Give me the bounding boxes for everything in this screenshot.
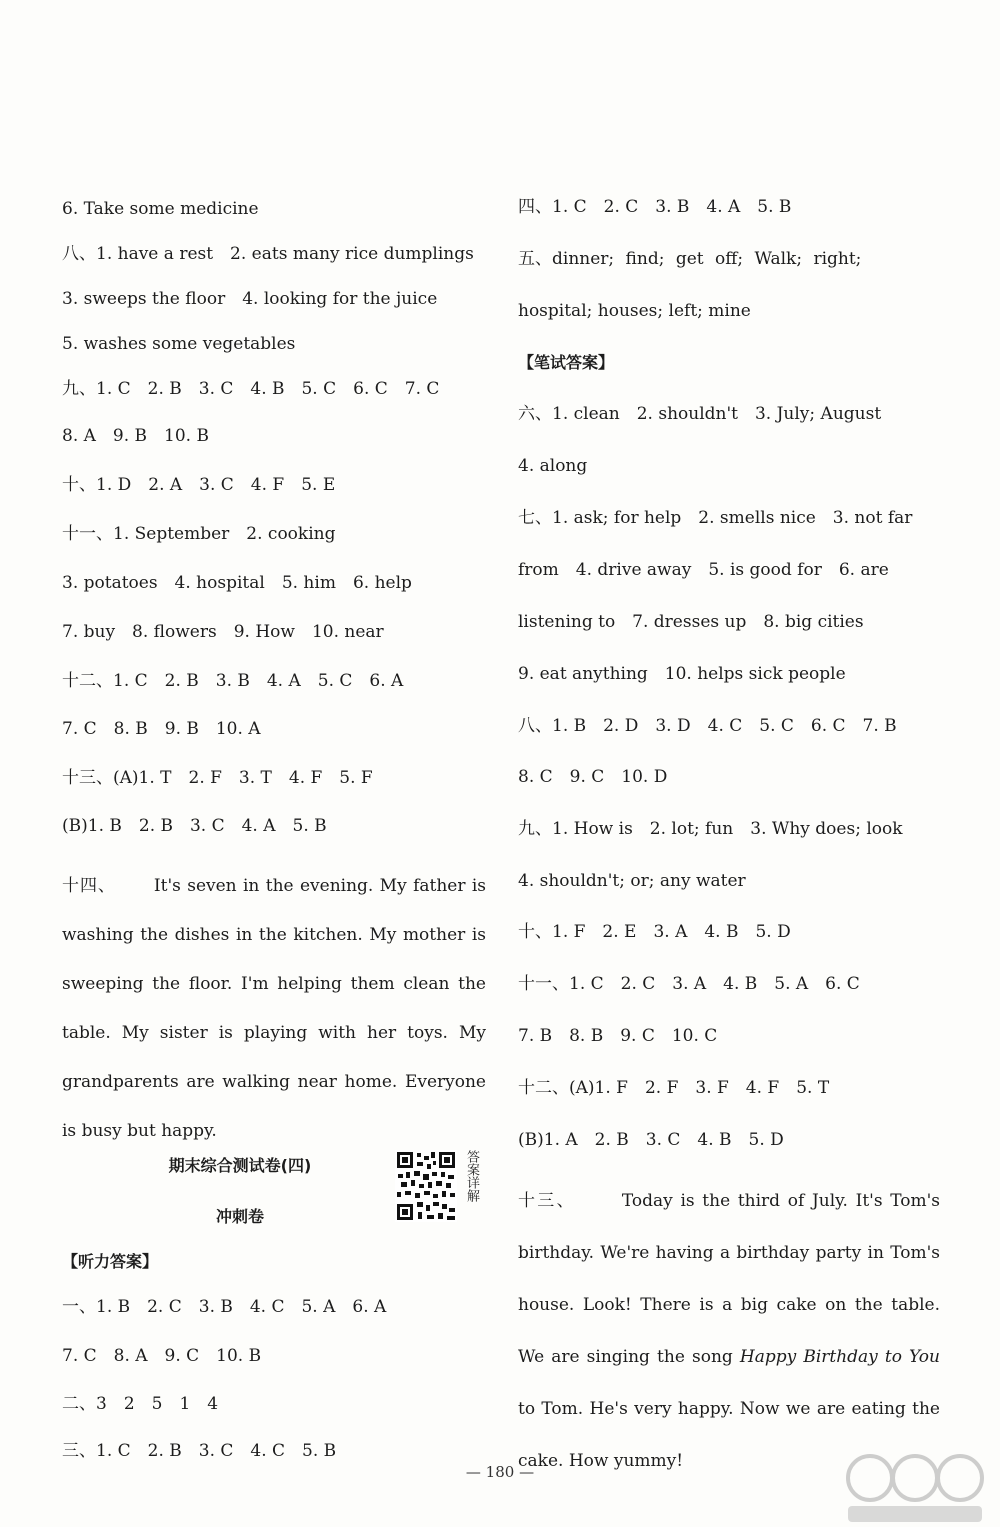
passage-thirteen xyxy=(518,1175,940,1487)
passage-text: Today is the third of July. It's Tom's birthday. We're having a birthday party in Tom's house. Look! There is a big cake on the table. We are singing the song xyxy=(518,1191,941,1367)
passage-text-end: to Tom. He's very happy. Now we are eating the cake. How yummy! xyxy=(518,1399,940,1471)
answer-line: 7. C 8. A 9. C 10. B xyxy=(62,1346,262,1366)
answer-line: 3. sweeps the floor 4. looking for the juice xyxy=(62,289,438,309)
answer-line: 三、1. C 2. B 3. C 4. C 5. B xyxy=(62,1441,337,1461)
answer-line: 八、1. have a rest 2. eats many rice dumplings xyxy=(62,244,474,264)
qr-code[interactable] xyxy=(395,1150,457,1222)
listening-heading: 【听力答案】 xyxy=(62,1252,159,1271)
answer-line: 十一、1. September 2. cooking xyxy=(62,524,336,544)
written-heading: 【笔试答案】 xyxy=(518,353,615,372)
answer-line: listening to 7. dresses up 8. big cities xyxy=(518,612,864,632)
answer-line: 4. along xyxy=(518,456,588,476)
answer-line: 5. washes some vegetables xyxy=(62,334,296,354)
answer-line: 十二、(A)1. F 2. F 3. F 4. F 5. T xyxy=(518,1078,830,1098)
qr-caption: 答案详解 xyxy=(464,1150,479,1202)
answer-line: 十二、1. C 2. B 3. B 4. A 5. C 6. A xyxy=(62,671,404,691)
passage-text: It's seven in the evening. My father is washing the dishes in the kitchen. My mother is sweeping the floor. I'm helping them clean the table. My sister is playing with her toys. My grandparents are walking near home. Everyone is busy but happy. xyxy=(62,876,486,1141)
answer-line: from 4. drive away 5. is good for 6. are xyxy=(518,560,889,580)
answer-line: 4. shouldn't; or; any water xyxy=(518,871,746,891)
answer-line: 九、1. C 2. B 3. C 4. B 5. C 6. C 7. C xyxy=(62,379,440,399)
passage-fourteen xyxy=(62,862,486,1156)
answer-line: 3. potatoes 4. hospital 5. him 6. help xyxy=(62,573,412,593)
passage-label: 十四、 xyxy=(62,876,116,896)
answer-line: 九、1. How is 2. lot; fun 3. Why does; look xyxy=(518,819,903,839)
answer-line: 7. B 8. B 9. C 10. C xyxy=(518,1026,718,1046)
answer-line: 六、1. clean 2. shouldn't 3. July; August xyxy=(518,404,882,424)
answer-line: 7. buy 8. flowers 9. How 10. near xyxy=(62,622,384,642)
answer-line: 四、1. C 2. C 3. B 4. A 5. B xyxy=(518,197,792,217)
answer-line: 十、1. F 2. E 3. A 4. B 5. D xyxy=(518,922,791,942)
exam-title: 期末综合测试卷(四) xyxy=(168,1156,312,1175)
answer-line: 七、1. ask; for help 2. smells nice 3. not far xyxy=(518,508,913,528)
answer-line: 八、1. B 2. D 3. D 4. C 5. C 6. C 7. B xyxy=(518,716,897,736)
answer-line: 五、dinner; find; get off; Walk; right; xyxy=(518,249,862,269)
answer-line: 十、1. D 2. A 3. C 4. F 5. E xyxy=(62,475,336,495)
answer-line: 十三、(A)1. T 2. F 3. T 4. F 5. F xyxy=(62,768,373,788)
answer-line: (B)1. A 2. B 3. C 4. B 5. D xyxy=(518,1130,784,1150)
answer-line: 6. Take some medicine xyxy=(62,199,259,219)
answer-line: hospital; houses; left; mine xyxy=(518,301,751,321)
answer-line: 一、1. B 2. C 3. B 4. C 5. A 6. A xyxy=(62,1297,387,1317)
passage-label: 十三、 xyxy=(518,1191,576,1211)
answer-line: 二、3 2 5 1 4 xyxy=(62,1394,219,1414)
answer-line: 8. A 9. B 10. B xyxy=(62,426,209,446)
answer-line: 8. C 9. C 10. D xyxy=(518,767,668,787)
answer-line: 十一、1. C 2. C 3. A 4. B 5. A 6. C xyxy=(518,974,860,994)
answer-line: (B)1. B 2. B 3. C 4. A 5. B xyxy=(62,816,327,836)
watermark-logo xyxy=(840,1450,990,1527)
song-title: Happy Birthday to You xyxy=(739,1347,940,1367)
answer-line: 7. C 8. B 9. B 10. A xyxy=(62,719,261,739)
page-number: — 180 — xyxy=(465,1463,535,1481)
exam-subtitle: 冲刺卷 xyxy=(215,1207,264,1226)
answer-line: 9. eat anything 10. helps sick people xyxy=(518,664,846,684)
